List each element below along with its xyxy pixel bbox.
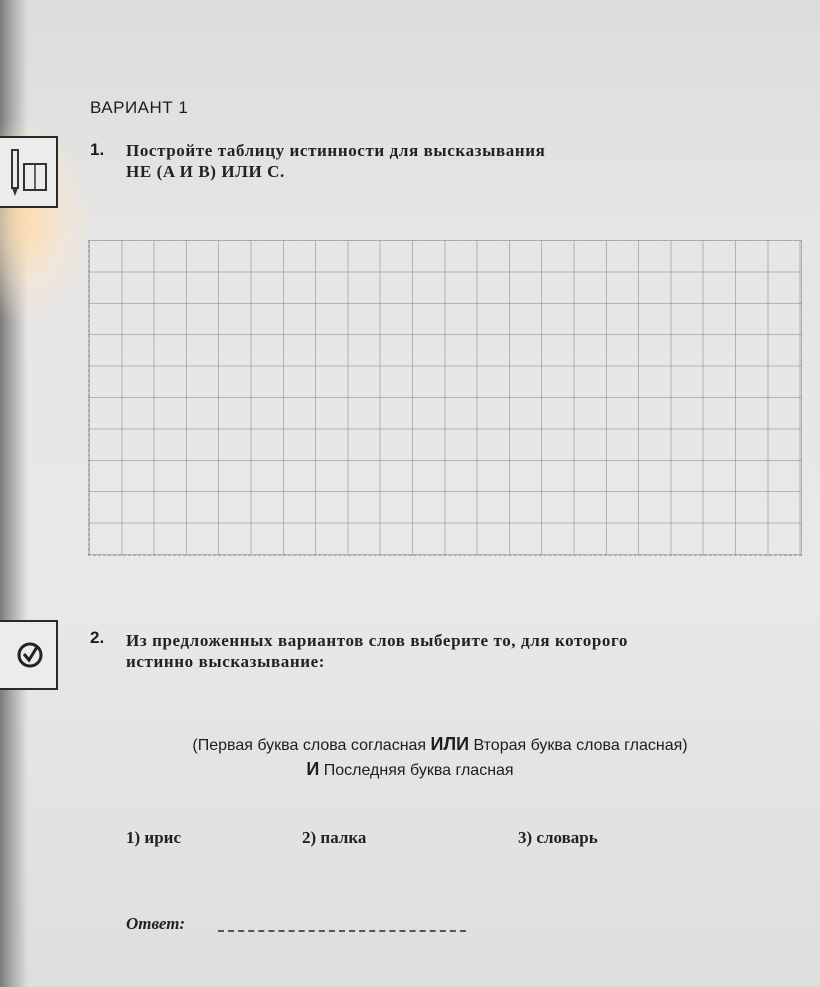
answer-input-line[interactable] — [218, 930, 466, 932]
condition-op-or: ИЛИ — [430, 734, 470, 754]
task2-marker — [0, 620, 58, 690]
variant-title: ВАРИАНТ 1 — [90, 98, 189, 117]
task2-line-2: истинно высказывание: — [126, 652, 326, 671]
book-pencil-icon — [2, 142, 52, 202]
task1-text — [126, 140, 545, 182]
task1-line-2: НЕ (A И B) ИЛИ C. — [126, 162, 285, 181]
option-2[interactable]: 2) палка — [302, 828, 367, 847]
option-1[interactable]: 1) ирис — [126, 828, 182, 847]
task2-number: 2. — [90, 628, 105, 647]
task1-number: 1. — [90, 140, 105, 159]
option-3[interactable]: 3) словарь — [518, 828, 598, 847]
condition-line-1 — [60, 734, 820, 755]
condition-part3: Последняя буква гласная — [319, 762, 514, 779]
task1-marker — [0, 136, 58, 208]
answer-label: Ответ: — [126, 914, 186, 933]
condition-part1: (Первая буква слова согласная — [192, 737, 431, 754]
condition-op-and: И — [306, 759, 320, 779]
task2-line-1: Из предложенных вариантов слов выберите то, для которого — [126, 631, 629, 650]
condition-part2: Вторая буква слова гласная) — [469, 737, 688, 754]
task1-line-1: Постройте таблицу истинности для высказывания — [126, 141, 546, 160]
answer-grid[interactable] — [88, 240, 802, 556]
checkmark-circle-icon — [10, 635, 50, 675]
task2-text — [126, 630, 628, 672]
condition-line-2 — [30, 759, 790, 780]
